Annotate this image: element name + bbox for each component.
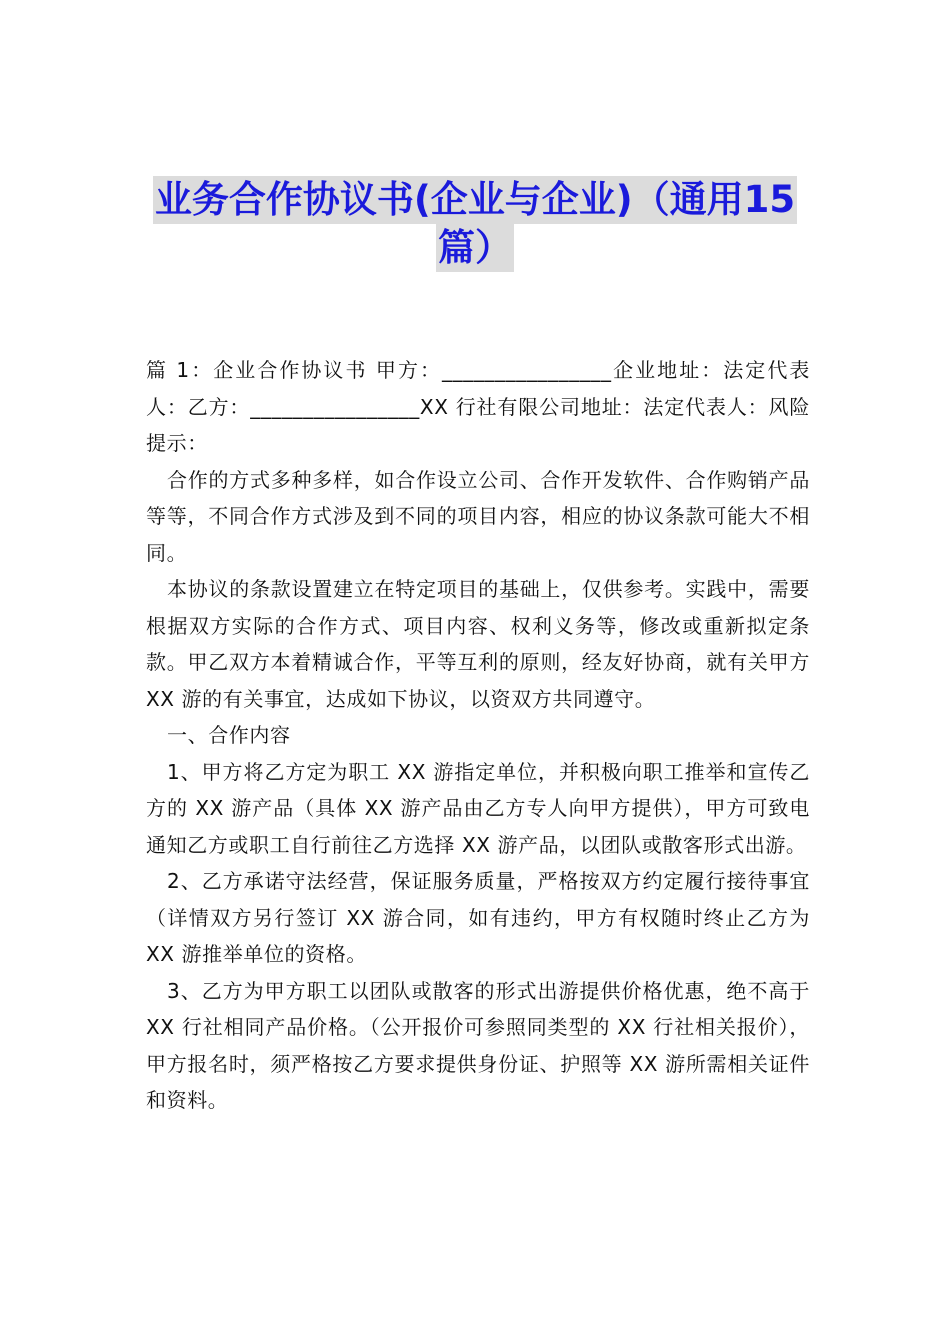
paragraph: 合作的方式多种多样，如合作设立公司、合作开发软件、合作购销产品等等，不同合作方式涉及到不同的项目内容，相应的协议条款可能大不相同。 <box>146 467 810 565</box>
section-heading: 一、合作内容 <box>167 723 291 747</box>
header-text-2: 企业地址：法定代表人：乙方： <box>146 358 810 419</box>
title-line-1: 业务合作协议书(企业与企业)（通用15 <box>153 176 797 224</box>
blank-field-party-a: ________________ <box>442 358 612 382</box>
header-text-3: XX 行社有限公司地址：法定代表人：风险提示： <box>146 394 810 455</box>
header-text-1: 篇 1：企业合作协议书 甲方： <box>146 358 443 382</box>
paragraph: 本协议的条款设置建立在特定项目的基础上，仅供参考。实践中，需要根据双方实际的合作方式、项目内容、权利义务等，修改或重新拟定条款。甲乙双方本着精诚合作，平等互利的原则，经友好协商，就有关甲方 XX 游的有关事宜，达成如下协议，以资双方共同遵守。 <box>146 577 810 711</box>
document-title <box>0 176 950 272</box>
paragraph-header <box>146 352 810 462</box>
blank-field-party-b: ________________ <box>250 394 420 419</box>
paragraph: 2、乙方承诺守法经营，保证服务质量，严格按双方约定履行接待事宜（详情双方另行签订 XX 游合同，如有违约，甲方有权随时终止乙方为 XX 游推举单位的资格。 <box>146 869 810 966</box>
title-line-2: 篇） <box>436 224 514 272</box>
document-body <box>146 352 810 1119</box>
paragraph: 3、乙方为甲方职工以团队或散客的形式出游提供价格优惠，绝不高于 XX 行社相同产品价格。（公开报价可参照同类型的 XX 行社相关报价），甲方报名时，须严格按乙方要求提供身份证、护照等 XX 游所需相关证件和资料。 <box>146 978 810 1112</box>
paragraph: 1、甲方将乙方定为职工 XX 游指定单位，并积极向职工推举和宣传乙方的 XX 游产品（具体 XX 游产品由乙方专人向甲方提供），甲方可致电通知乙方或职工自行前往乙方选择 XX 游产品，以团队或散客形式出游。 <box>146 759 810 857</box>
